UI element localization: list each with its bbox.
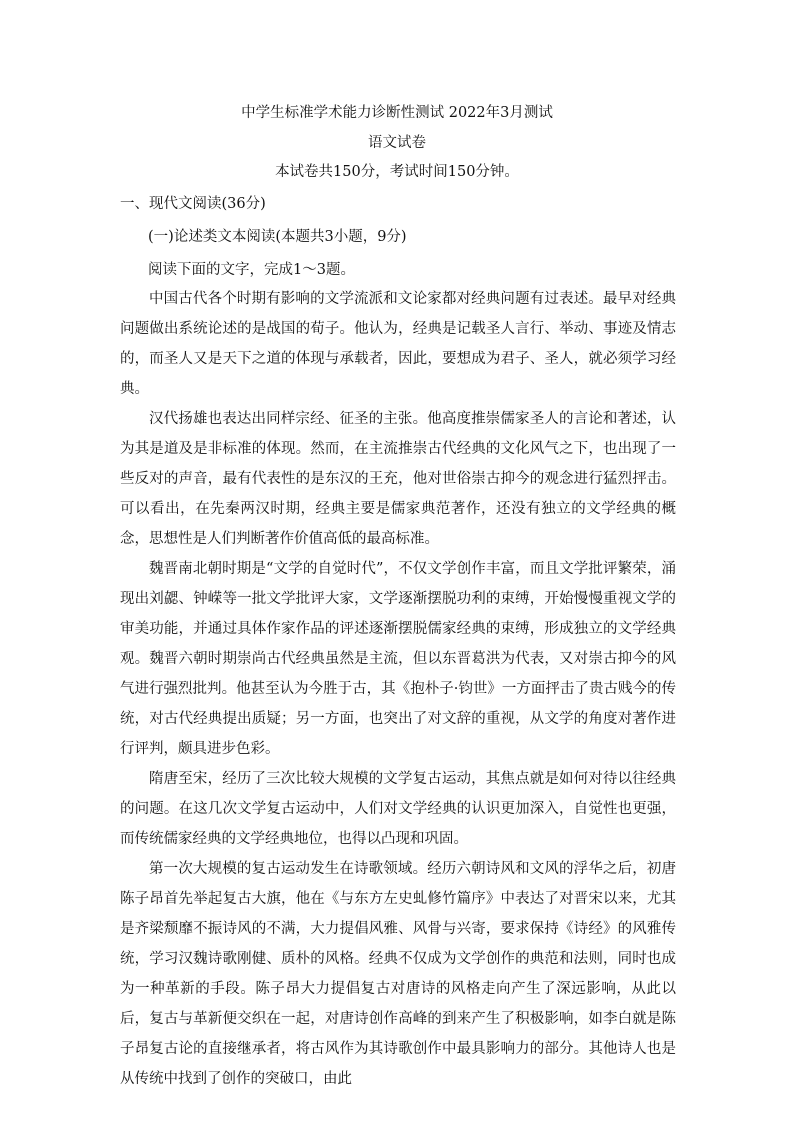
passage-paragraph: 中国古代各个时期有影响的文学流派和文论家都对经典问题有过表述。最早对经典问题做出系统论述的是战国的荀子。他认为，经典是记载圣人言行、举动、事迹及情志的，而圣人又是天下之道的体现与承载者，因此，要想成为君子、圣人，就必须学习经典。 xyxy=(120,291,676,397)
exam-subject: 语文试卷 xyxy=(368,135,426,151)
passage-paragraph: 汉代扬雄也表达出同样宗经、征圣的主张。他高度推崇儒家圣人的言论和著述，认为其是道及是非标准的体现。然而，在主流推崇古代经典的文化风气之下，也出现了一些反对的声音，最有代表性的是东汉的王充，他对世俗崇古抑今的观念进行猛烈抨击。可以看出，在先秦两汉时期，经典主要是儒家典范著作，还没有独立的文学经典的概念，思想性是人们判断著作价值高低的最高标准。 xyxy=(120,411,676,547)
passage-paragraph: 隋唐至宋，经历了三次比较大规模的文学复古运动，其焦点就是如何对待以往经典的问题。在这几次文学复古运动中，人们对文学经典的认识更加深入，自觉性也更强，而传统儒家经典的文学经典地位，也得以凸现和巩固。 xyxy=(120,771,676,847)
reading-passage xyxy=(120,284,676,1094)
section-heading: 一、现代文阅读(36分) xyxy=(120,196,266,212)
reading-directive: 阅读下面的文字，完成1～3题。 xyxy=(148,262,355,278)
passage-paragraph: 魏晋南北朝时期是“文学的自觉时代”，不仅文学创作丰富，而且文学批评繁荣，涌现出刘勰、钟嵘等一批文学批评大家，文学逐渐摆脱功利的束缚，开始慢慢重视文学的审美功能，并通过具体作家作品的评述逐渐摆脱儒家经典的束缚，形成独立的文学经典观。魏晋六朝时期崇尚古代经典虽然是主流，但以东晋葛洪为代表，又对崇古抑今的风气进行强烈批判。他甚至认为今胜于古，其《抱朴子·钧世》一方面抨击了贵古贱今的传统，对古代经典提出质疑；另一方面，也突出了对文辞的重视，从文学的角度对著作进行评判，颇具进步色彩。 xyxy=(120,561,676,757)
exam-instructions: 本试卷共150分，考试时间150分钟。 xyxy=(275,164,519,180)
exam-title: 中学生标准学术能力诊断性测试 2022年3月测试 xyxy=(241,105,553,121)
part-heading: (一)论述类文本阅读(本题共3小题，9分) xyxy=(148,229,407,245)
passage-paragraph: 第一次大规模的复古运动发生在诗歌领域。经历六朝诗风和文风的浮华之后，初唐陈子昂首先举起复古大旗，他在《与东方左史虬修竹篇序》中表达了对晋宋以来，尤其是齐梁颓靡不振诗风的不满，大力提倡风雅、风骨与兴寄，要求保持《诗经》的风雅传统，学习汉魏诗歌刚健、质朴的风格。经典不仅成为文学创作的典范和法则，同时也成为一种革新的手段。陈子昂大力提倡复古对唐诗的风格走向产生了深远影响，从此以后，复古与革新便交织在一起，对唐诗创作高峰的到来产生了积极影响，如李白就是陈子昂复古论的直接继承者，将古风作为其诗歌创作中最具影响力的部分。其他诗人也是从传统中找到了创作的突破口，由此 xyxy=(120,861,676,1087)
